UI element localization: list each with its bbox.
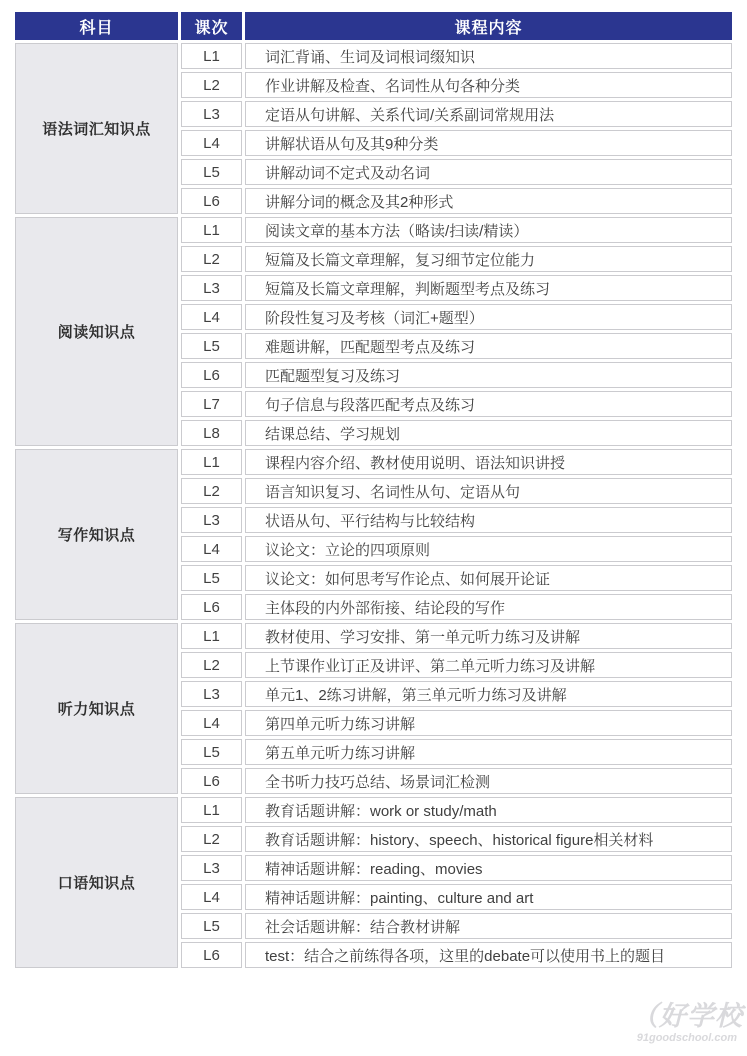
watermark bbox=[631, 1003, 743, 1044]
lesson-cell: L5 bbox=[181, 159, 242, 185]
content-cell: 语言知识复习、名词性从句、定语从句 bbox=[245, 478, 732, 504]
lesson-cell: L2 bbox=[181, 652, 242, 678]
lesson-cell: L1 bbox=[181, 43, 242, 69]
lesson-cell: L5 bbox=[181, 565, 242, 591]
subject-cell: 写作知识点 bbox=[15, 449, 178, 620]
lesson-cell: L1 bbox=[181, 217, 242, 243]
content-cell: 课程内容介绍、教材使用说明、语法知识讲授 bbox=[245, 449, 732, 475]
lesson-cell: L8 bbox=[181, 420, 242, 446]
content-cell: 匹配题型复习及练习 bbox=[245, 362, 732, 388]
content-cell: 全书听力技巧总结、场景词汇检测 bbox=[245, 768, 732, 794]
subject-cell: 听力知识点 bbox=[15, 623, 178, 794]
content-cell: 难题讲解，匹配题型考点及练习 bbox=[245, 333, 732, 359]
lesson-cell: L6 bbox=[181, 942, 242, 968]
subject-cell: 口语知识点 bbox=[15, 797, 178, 968]
content-cell: 阶段性复习及考核（词汇+题型） bbox=[245, 304, 732, 330]
header-subject: 科目 bbox=[15, 12, 178, 40]
table-row bbox=[15, 43, 732, 69]
table-row bbox=[15, 797, 732, 823]
lesson-cell: L3 bbox=[181, 275, 242, 301]
content-cell: 第五单元听力练习讲解 bbox=[245, 739, 732, 765]
lesson-cell: L4 bbox=[181, 130, 242, 156]
content-cell: 主体段的内外部衔接、结论段的写作 bbox=[245, 594, 732, 620]
content-cell: 讲解状语从句及其9种分类 bbox=[245, 130, 732, 156]
header-content: 课程内容 bbox=[245, 12, 732, 40]
content-cell: 教材使用、学习安排、第一单元听力练习及讲解 bbox=[245, 623, 732, 649]
subject-cell: 阅读知识点 bbox=[15, 217, 178, 446]
lesson-cell: L4 bbox=[181, 304, 242, 330]
content-cell: 定语从句讲解、关系代词/关系副词常规用法 bbox=[245, 101, 732, 127]
lesson-cell: L2 bbox=[181, 478, 242, 504]
table-row bbox=[15, 449, 732, 475]
lesson-cell: L6 bbox=[181, 188, 242, 214]
subject-cell: 语法词汇知识点 bbox=[15, 43, 178, 214]
lesson-cell: L2 bbox=[181, 246, 242, 272]
lesson-cell: L5 bbox=[181, 739, 242, 765]
lesson-cell: L1 bbox=[181, 623, 242, 649]
content-cell: 上节课作业订正及讲评、第二单元听力练习及讲解 bbox=[245, 652, 732, 678]
lesson-cell: L5 bbox=[181, 913, 242, 939]
content-cell: 单元1、2练习讲解，第三单元听力练习及讲解 bbox=[245, 681, 732, 707]
lesson-cell: L1 bbox=[181, 797, 242, 823]
watermark-url: 91goodschool.com bbox=[636, 1032, 737, 1044]
content-cell: 教育话题讲解：history、speech、historical figure相关材料 bbox=[245, 826, 732, 852]
content-cell: 讲解动词不定式及动名词 bbox=[245, 159, 732, 185]
content-cell: 词汇背诵、生词及词根词缀知识 bbox=[245, 43, 732, 69]
lesson-cell: L4 bbox=[181, 884, 242, 910]
table-body bbox=[15, 43, 732, 968]
content-cell: 议论文：如何思考写作论点、如何展开论证 bbox=[245, 565, 732, 591]
lesson-cell: L2 bbox=[181, 72, 242, 98]
lesson-cell: L2 bbox=[181, 826, 242, 852]
lesson-cell: L4 bbox=[181, 536, 242, 562]
lesson-cell: L4 bbox=[181, 710, 242, 736]
lesson-cell: L6 bbox=[181, 768, 242, 794]
table-row bbox=[15, 623, 732, 649]
content-cell: 讲解分词的概念及其2种形式 bbox=[245, 188, 732, 214]
content-cell: 教育话题讲解：work or study/math bbox=[245, 797, 732, 823]
lesson-cell: L6 bbox=[181, 594, 242, 620]
lesson-cell: L5 bbox=[181, 333, 242, 359]
lesson-cell: L3 bbox=[181, 855, 242, 881]
content-cell: 状语从句、平行结构与比较结构 bbox=[245, 507, 732, 533]
lesson-cell: L1 bbox=[181, 449, 242, 475]
content-cell: test：结合之前练得各项，这里的debate可以使用书上的题目 bbox=[245, 942, 732, 968]
content-cell: 阅读文章的基本方法（略读/扫读/精读） bbox=[245, 217, 732, 243]
table-row bbox=[15, 217, 732, 243]
content-cell: 社会话题讲解：结合教材讲解 bbox=[245, 913, 732, 939]
header-row bbox=[15, 12, 732, 40]
content-cell: 精神话题讲解：painting、culture and art bbox=[245, 884, 732, 910]
lesson-cell: L3 bbox=[181, 101, 242, 127]
header-lesson: 课次 bbox=[181, 12, 242, 40]
content-cell: 作业讲解及检查、名词性从句各种分类 bbox=[245, 72, 732, 98]
content-cell: 议论文：立论的四项原则 bbox=[245, 536, 732, 562]
course-schedule-table bbox=[12, 9, 735, 971]
content-cell: 短篇及长篇文章理解，复习细节定位能力 bbox=[245, 246, 732, 272]
table-header bbox=[15, 12, 732, 40]
content-cell: 短篇及长篇文章理解，判断题型考点及练习 bbox=[245, 275, 732, 301]
content-cell: 第四单元听力练习讲解 bbox=[245, 710, 732, 736]
watermark-logo: （好学校 bbox=[631, 1001, 743, 1031]
lesson-cell: L3 bbox=[181, 681, 242, 707]
content-cell: 结课总结、学习规划 bbox=[245, 420, 732, 446]
lesson-cell: L3 bbox=[181, 507, 242, 533]
lesson-cell: L6 bbox=[181, 362, 242, 388]
content-cell: 句子信息与段落匹配考点及练习 bbox=[245, 391, 732, 417]
content-cell: 精神话题讲解：reading、movies bbox=[245, 855, 732, 881]
lesson-cell: L7 bbox=[181, 391, 242, 417]
